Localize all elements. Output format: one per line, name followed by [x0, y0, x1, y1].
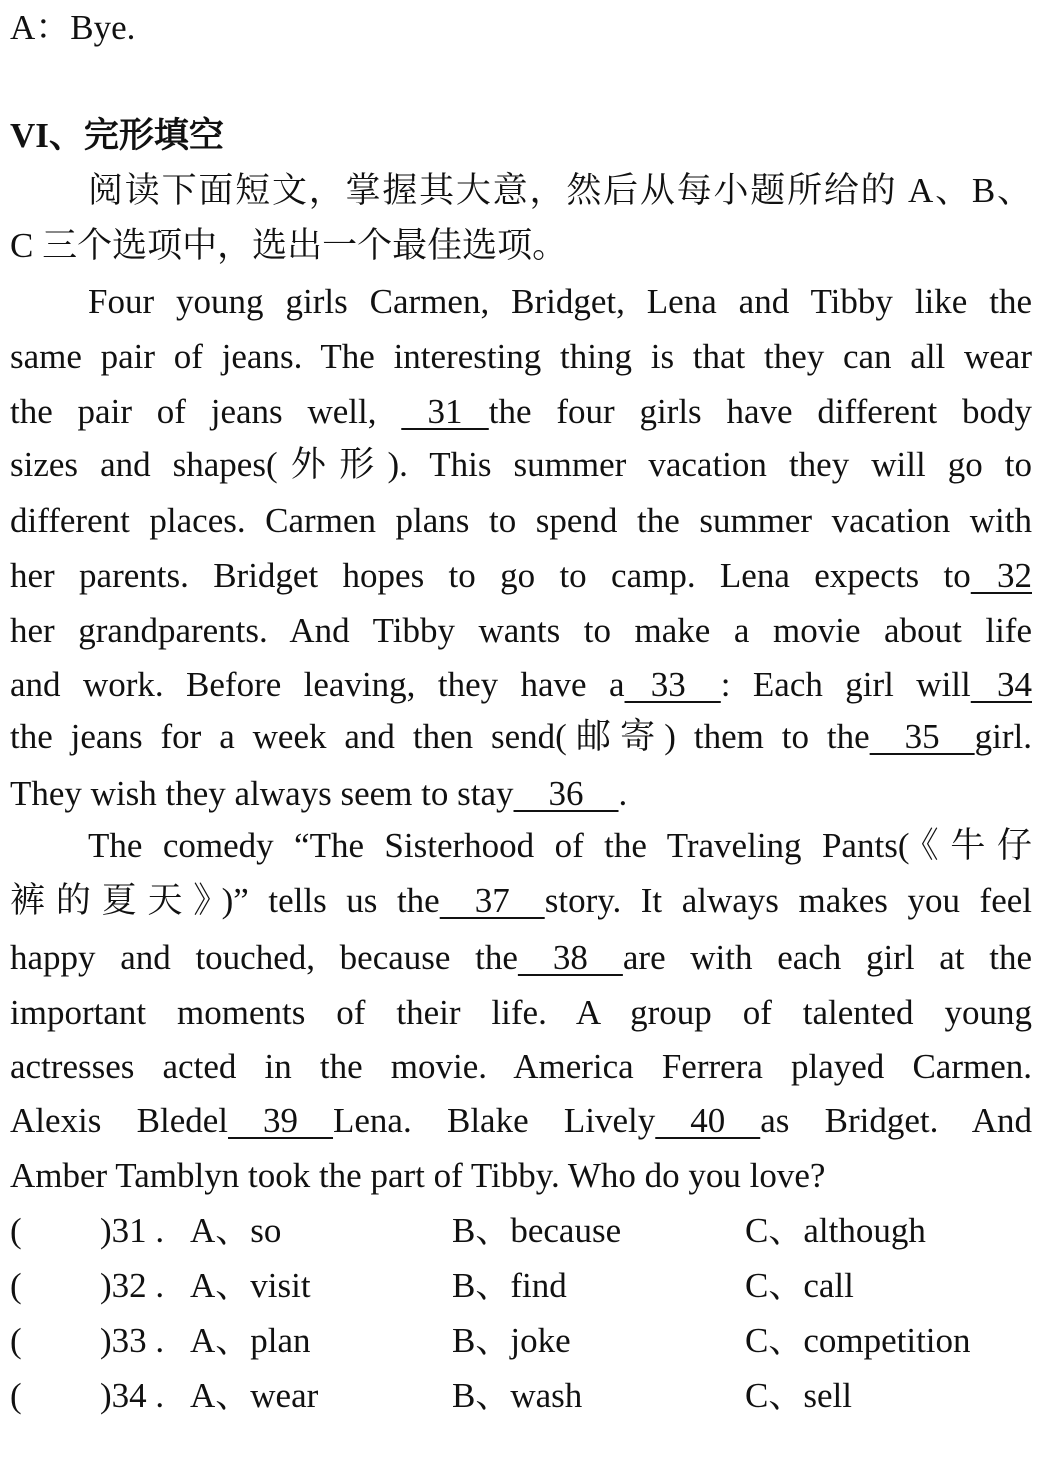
option-b: B、because — [452, 1211, 622, 1250]
passage-text: : Each girl will — [720, 665, 971, 704]
option-c: C、call — [745, 1266, 854, 1305]
passage-text: happy and touched, because the — [10, 938, 518, 977]
passage-text: Lena. Blake Lively — [333, 1101, 656, 1140]
answer-paren-open: ( — [10, 1376, 22, 1415]
option-c: C、although — [745, 1211, 926, 1250]
blank-38: 38 — [517, 938, 623, 977]
blank-34: 34 — [970, 665, 1032, 704]
option-a: A、so — [190, 1211, 282, 1250]
answer-paren-open: ( — [10, 1266, 22, 1305]
passage-text: the four girls have different body — [488, 392, 1032, 431]
passage-line-12 — [10, 879, 1032, 923]
passage-text: . — [618, 774, 628, 813]
passage-text: story. It always makes you feel — [544, 881, 1032, 920]
question-32 — [10, 1264, 1032, 1308]
passage-text: are with each girl at the — [622, 938, 1032, 977]
passage-line-11: The comedy “The Sisterhood of the Traveling Pants(《牛仔 — [88, 826, 1032, 865]
question-31 — [10, 1209, 1032, 1253]
option-b: B、joke — [452, 1321, 571, 1360]
passage-line-17: Amber Tamblyn took the part of Tibby. Who do you love? — [10, 1156, 826, 1195]
answer-paren-open: ( — [10, 1211, 22, 1250]
passage-line-8 — [10, 663, 1032, 707]
option-b: B、wash — [452, 1376, 583, 1415]
blank-32: 32 — [970, 556, 1032, 595]
passage-line-10 — [10, 772, 1032, 816]
passage-line-7: her grandparents. And Tibby wants to make a movie about life — [10, 611, 1032, 650]
passage-line-3 — [10, 390, 1032, 434]
passage-line-1: Four young girls Carmen, Bridget, Lena and Tibby like the — [88, 282, 1032, 321]
question-number: )31 . — [100, 1211, 165, 1250]
option-c: C、sell — [745, 1376, 852, 1415]
blank-31: 31 — [401, 392, 489, 431]
passage-line-6 — [10, 554, 1032, 598]
passage-line-4: sizes and shapes(外形). This summer vacation they will go to — [10, 445, 1032, 484]
blank-40: 40 — [655, 1101, 761, 1140]
option-a: A、wear — [190, 1376, 319, 1415]
passage-text: They wish they always seem to stay — [10, 774, 514, 813]
passage-line-14: important moments of their life. A group of talented young — [10, 993, 1032, 1032]
option-b: B、find — [452, 1266, 567, 1305]
question-33 — [10, 1319, 1032, 1363]
blank-36: 36 — [513, 774, 619, 813]
question-number: )33 . — [100, 1321, 165, 1360]
passage-text: as Bridget. And — [760, 1101, 1033, 1140]
passage-text: and work. Before leaving, they have a — [10, 665, 625, 704]
section-title: VI、完形填空 — [10, 116, 224, 155]
passage-line-2: same pair of jeans. The interesting thing is that they can all wear — [10, 337, 1032, 376]
passage-line-13 — [10, 936, 1032, 980]
question-34 — [10, 1374, 1032, 1418]
instruction-line-2: C 三个选项中，选出一个最佳选项。 — [10, 226, 568, 265]
question-number: )34 . — [100, 1376, 165, 1415]
option-c: C、competition — [745, 1321, 971, 1360]
passage-text: the pair of jeans well, — [10, 392, 402, 431]
option-a: A、visit — [190, 1266, 311, 1305]
instruction-line-1: 阅读下面短文，掌握其大意，然后从每小题所给的 A、B、 — [88, 171, 1032, 210]
passage-text: girl. — [974, 717, 1032, 756]
dialogue-line: A：Bye. — [10, 8, 136, 47]
passage-text: the jeans for a week and then send(邮寄) them to the — [10, 717, 870, 756]
option-a: A、plan — [190, 1321, 311, 1360]
passage-line-16 — [10, 1099, 1032, 1143]
blank-33: 33 — [624, 665, 721, 704]
blank-37: 37 — [439, 881, 545, 920]
passage-text: Alexis Bledel — [10, 1101, 229, 1140]
passage-line-5: different places. Carmen plans to spend the summer vacation with — [10, 501, 1032, 540]
passage-line-9 — [10, 715, 1032, 759]
passage-line-15: actresses acted in the movie. America Ferrera played Carmen. — [10, 1047, 1032, 1086]
blank-39: 39 — [228, 1101, 334, 1140]
passage-text: her parents. Bridget hopes to go to camp. Lena expects to — [10, 556, 971, 595]
blank-35: 35 — [869, 717, 975, 756]
question-number: )32 . — [100, 1266, 165, 1305]
answer-paren-open: ( — [10, 1321, 22, 1360]
passage-text: 裤的夏天》)” tells us the — [10, 881, 440, 920]
